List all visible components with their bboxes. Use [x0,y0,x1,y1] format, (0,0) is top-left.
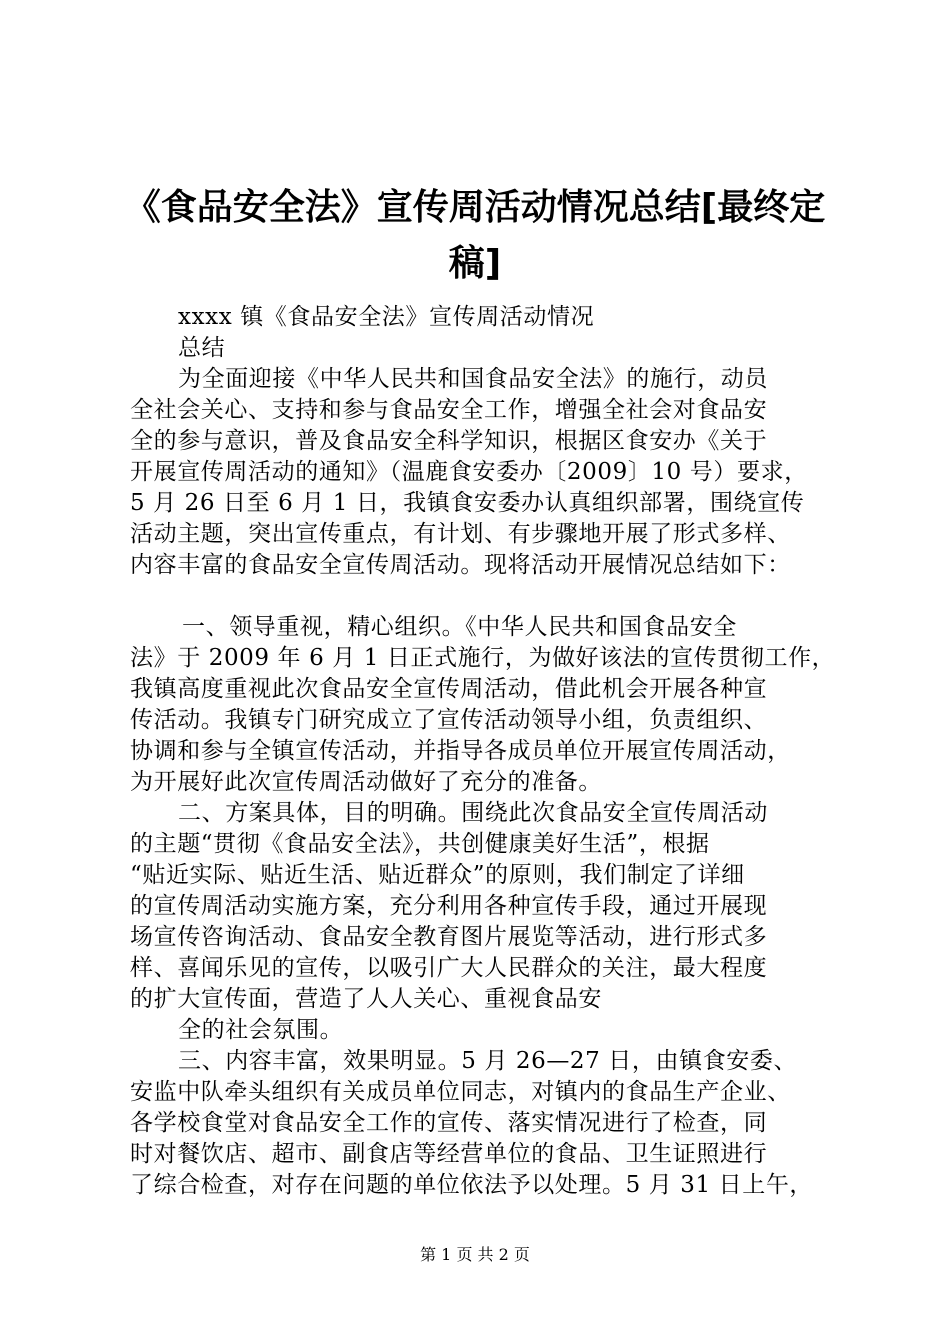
paragraph-line: 样、喜闻乐见的宣传，以吸引广大人民群众的关注，最大程度 [130,955,768,981]
paragraph-spacer [130,581,846,612]
paragraph-line: 协调和参与全镇宣传活动，并指导各成员单位开展宣传周活动， [130,738,791,764]
paragraph-line: 二、方案具体，目的明确。围绕此次食品安全宣传周活动 [178,800,768,826]
paragraph-line: 为开展好此次宣传周活动做好了充分的准备。 [130,769,602,795]
paragraph-line: 时对餐饮店、超市、副食店等经营单位的食品、卫生证照进行 [130,1141,768,1167]
paragraph-line: 活动主题，突出宣传重点，有计划、有步骤地开展了形式多样、 [130,521,791,547]
paragraph-line: 三、内容丰富，效果明显。5 月 26—27 日，由镇食安委、 [178,1048,798,1074]
title-line-2: 稿] [448,243,502,284]
page-footer: 第 1 页 共 2 页 [420,1245,530,1264]
paragraph-line: 了综合检查，对存在问题的单位依法予以处理。5 月 31 日上午， [130,1172,814,1198]
paragraph-line: 我镇高度重视此次食品安全宣传周活动，借此机会开展各种宣 [130,676,768,702]
subtitle-line: xxxx 镇《食品安全法》宣传周活动情况 [178,304,595,330]
title-line-1: 《食品安全法》宣传周活动情况总结[最终定 [124,187,826,228]
paragraph-line: 为全面迎接《中华人民共和国食品安全法》的施行，动员 [178,366,768,392]
paragraph-line: 开展宣传周活动的通知》（温鹿食安委办〔2009〕10 号）要求， [130,459,808,485]
document-body [130,302,846,1201]
paragraph-line: 的扩大宣传面，营造了人人关心、重视食品安 [130,986,602,1012]
paragraph-line: 传活动。我镇专门研究成立了宣传活动领导小组，负责组织、 [130,707,768,733]
paragraph-line: 的宣传周活动实施方案，充分利用各种宣传手段，通过开展现 [130,893,768,919]
paragraph-line: 场宣传咨询活动、食品安全教育图片展览等活动，进行形式多 [130,924,768,950]
paragraph-line: 法》于 2009 年 6 月 1 日正式施行，为做好该法的宣传贯彻工作， [130,645,836,671]
paragraph-line: 5 月 26 日至 6 月 1 日，我镇食安委办认真组织部署，围绕宣传 [130,490,805,516]
paragraph-line: 的主题“贯彻《食品安全法》，共创健康美好生活”，根据 [130,831,710,857]
paragraph-line: 内容丰富的食品安全宣传周活动。现将活动开展情况总结如下： [130,552,791,578]
paragraph-line: 各学校食堂对食品安全工作的宣传、落实情况进行了检查，同 [130,1110,768,1136]
document-title [110,180,840,292]
paragraph-line: 全的社会氛围。 [178,1017,344,1043]
paragraph-line: 安监中队牵头组织有关成员单位同志，对镇内的食品生产企业、 [130,1079,791,1105]
paragraph-line: 全社会关心、支持和参与食品安全工作，增强全社会对食品安 [130,397,768,423]
subtitle-line: 总结 [178,335,226,361]
paragraph-line: 一、领导重视，精心组织。《中华人民共和国食品安全 [182,614,737,640]
paragraph-line: 全的参与意识，普及食品安全科学知识，根据区食安办《关于 [130,428,768,454]
paragraph-line: “贴近实际、贴近生活、贴近群众”的原则，我们制定了详细 [130,862,745,888]
